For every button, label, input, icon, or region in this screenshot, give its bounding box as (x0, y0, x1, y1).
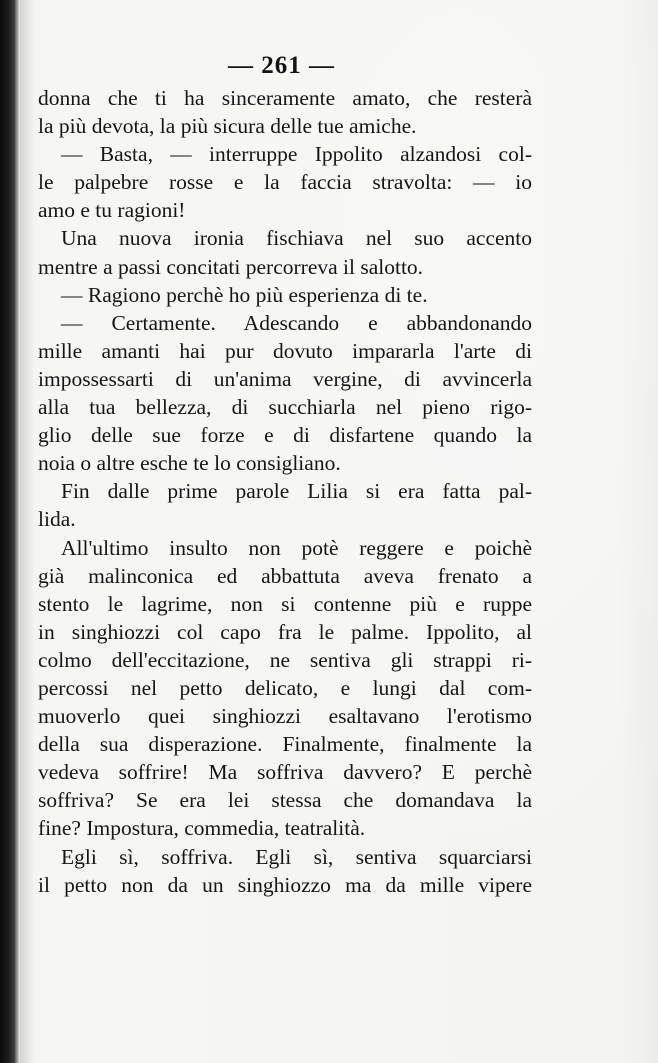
binding-shadow (20, 0, 34, 1063)
text-line: Una nuova ironia fischiava nel suo accento (61, 226, 532, 251)
page-number: — 261 — (228, 52, 335, 79)
text-line: stento le lagrime, non si contenne più e ruppe (38, 591, 532, 616)
text-line: percossi nel petto delicato, e lungi dal com- (38, 675, 532, 700)
text-line: Egli sì, soffriva. Egli sì, sentiva squarciarsi (61, 844, 532, 869)
text-line: in singhiozzi col capo fra le palme. Ippolito, al (38, 619, 532, 644)
text-line: All'ultimo insulto non potè reggere e poichè (61, 535, 532, 560)
text-line: vedeva soffrire! Ma soffriva davvero? E perchè (38, 760, 532, 785)
text-line: già malinconica ed abbattuta aveva frenato a (38, 563, 532, 588)
text-line: soffriva? Se era lei stessa che domandava la (38, 788, 532, 813)
text-line: alla tua bellezza, di succhiarla nel pieno rigo- (38, 395, 532, 420)
text-line: glio delle sue forze e di disfartene quando la (38, 423, 532, 448)
text-line: impossessarti di un'anima vergine, di avvincerla (38, 366, 532, 391)
text-line: fine? Impostura, commedia, teatralità. (38, 816, 366, 841)
text-line: — Basta, — interruppe Ippolito alzandosi col- (61, 142, 532, 167)
text-line: la più devota, la più sicura delle tue amiche. (38, 114, 417, 139)
text-line: mentre a passi concitati percorreva il salotto. (38, 254, 424, 279)
text-line: Fin dalle prime parole Lilia si era fatta pal- (61, 479, 532, 504)
text-line: amo e tu ragioni! (38, 198, 186, 223)
book-binding-edge (0, 0, 20, 1063)
text-line: della sua disperazione. Finalmente, finalmente la (38, 732, 532, 757)
body-text (38, 84, 532, 899)
text-line: — Ragiono perchè ho più esperienza di te. (61, 282, 428, 307)
text-line: colmo dell'eccitazione, ne sentiva gli strappi ri- (38, 647, 532, 672)
text-line: noia o altre esche te lo consigliano. (38, 451, 341, 476)
text-line: — Certamente. Adescando e abbandonando (61, 310, 532, 335)
text-line: muoverlo quei singhiozzi esaltavano l'erotismo (38, 704, 532, 729)
text-line: lida. (38, 507, 76, 532)
text-line: le palpebre rosse e la faccia stravolta: — io (38, 170, 532, 195)
text-line: il petto non da un singhiozzo ma da mille vipere (38, 872, 532, 897)
text-line: donna che ti ha sinceramente amato, che resterà (38, 86, 532, 110)
text-line: mille amanti hai pur dovuto impararla l'arte di (38, 338, 532, 363)
